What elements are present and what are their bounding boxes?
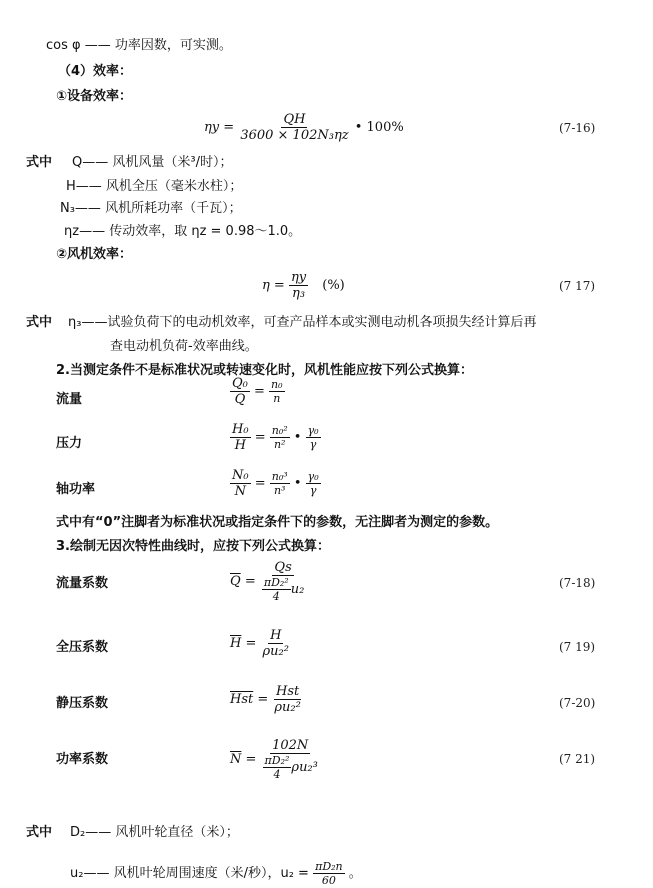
eq17-tail: (%) xyxy=(322,278,345,293)
equation-7-19: $\overline{H}$ = $\frac{H}{\text{ρu₂²}}$ xyxy=(230,628,289,659)
eq19-numerator: H xyxy=(270,628,282,643)
press-frac-2 xyxy=(270,424,290,451)
eq16-denominator: 3600 × 102N₃ηz xyxy=(240,128,349,143)
cos-phi-definition: cos φ —— 功率因数，可实测。 xyxy=(46,38,232,53)
eq16-number: (7-16) xyxy=(559,121,596,135)
eq20-denominator: ρu₂² xyxy=(274,700,301,715)
shaft-den-2: n³ xyxy=(273,484,286,497)
equation-7-20: $\overline{Hst}$ = $\frac{\text{Hst}}{\text{ρu₂²}}$ xyxy=(230,684,301,715)
eq18-lhs: $\overline{Q}$ xyxy=(230,574,241,589)
press-den-1: H xyxy=(234,438,246,453)
eq17-numerator: ηy xyxy=(290,270,307,285)
press-num-1: H₀ xyxy=(232,422,249,437)
flow-den-2: n xyxy=(273,392,281,405)
eq17-denominator: η₃ xyxy=(292,286,306,301)
press-frac-1 xyxy=(230,422,251,453)
flow-coef-label: 流量系数 xyxy=(56,576,109,591)
eq21-lhs: $\overline{N}$ xyxy=(230,752,242,767)
u2-tail: 。 xyxy=(348,866,362,881)
shaft-den-3: γ xyxy=(309,484,317,497)
press-num-2: n₀² xyxy=(271,424,288,437)
eq18-fraction xyxy=(260,560,306,603)
eta-z-definition: ηz—— 传动效率，取 ηz = 0.98～1.0。 xyxy=(64,224,302,239)
shaft-num-1: N₀ xyxy=(232,468,249,483)
eq21-numerator: 102N xyxy=(272,738,309,753)
flow-label: 流量 xyxy=(56,392,83,407)
eq19-lhs: $\overline{H}$ xyxy=(230,636,242,651)
shaft-frac-1 xyxy=(230,468,251,499)
press-den-2: n² xyxy=(273,438,286,451)
u2-definition xyxy=(70,860,362,887)
flow-conversion-equation: $\frac{\text{Q₀}}{Q}$ = $\frac{\text{n₀}}{n}$ xyxy=(232,376,283,407)
flow-den-1: Q xyxy=(234,392,246,407)
u2-fraction xyxy=(313,860,345,887)
pressure-conversion-equation: $\frac{\text{H₀}}{H}$ = $\frac{\text{n₀²}}{\text{n²}}$ • $\frac{\text{γ₀}}{\gamma}$ xyxy=(232,422,319,453)
eq20-lhs: $\overline{Hst}$ xyxy=(230,692,254,707)
eq20-fraction xyxy=(272,684,302,715)
where-label-1: 式中 xyxy=(26,155,53,170)
eq17-fraction xyxy=(289,270,308,301)
para-2-note: 式中有“0”注脚者为标准状况或指定条件下的参数，无注脚者为测定的参数。 xyxy=(56,515,499,530)
d2-definition: D₂—— 风机叶轮直径（米）； xyxy=(70,825,239,840)
na-definition: N₃—— 风机所耗功率（千瓦）； xyxy=(60,201,242,216)
eq16-fraction xyxy=(238,112,350,143)
eq18-number: (7-18) xyxy=(559,576,596,590)
eq20-number: (7-20) xyxy=(559,696,596,710)
eta-a-definition-line2: 查电动机负荷-效率曲线。 xyxy=(110,339,258,354)
pressure-label: 压力 xyxy=(56,436,83,451)
eq19-fraction xyxy=(261,628,291,659)
eq17-number: (7 17) xyxy=(559,279,596,293)
press-den-3: γ xyxy=(309,438,317,451)
u2-denominator: 60 xyxy=(321,874,336,887)
where-label-3: 式中 xyxy=(26,825,53,840)
eta-a-definition-line1: η₃——试验负荷下的电动机效率，可查产品样本或实测电动机各项损失经计算后再 xyxy=(68,315,537,330)
fan-efficiency-heading: ②风机效率： xyxy=(56,247,133,262)
eq16-tail: • 100% xyxy=(354,120,404,135)
eq16-lhs: ηy = xyxy=(204,120,235,135)
shaft-conversion-equation: $\frac{\text{N₀}}{N}$ = $\frac{\text{n₀³}}{\text{n³}}$ • $\frac{\text{γ₀}}{\gamma}$ xyxy=(232,468,319,499)
eq21-inner-den: 4 xyxy=(273,768,281,781)
flow-frac-2 xyxy=(269,378,285,405)
flow-num-2: n₀ xyxy=(271,378,283,391)
u2-definition-text: u₂—— 风机叶轮周围速度（米/秒），u₂ = xyxy=(70,866,309,881)
equation-7-16 xyxy=(204,112,404,143)
eq21-inner-num: πD₂² xyxy=(264,754,290,767)
power-coef-label: 功率系数 xyxy=(56,752,109,767)
press-num-3: γ₀ xyxy=(307,424,319,437)
flow-num-1: Q₀ xyxy=(232,376,248,391)
static-pressure-coef-label: 静压系数 xyxy=(56,696,109,711)
para-2: 2.当测定条件不是标准状况或转速变化时，风机性能应按下列公式换算： xyxy=(56,363,473,378)
u2-numerator: πD₂n xyxy=(315,860,343,873)
shaft-frac-2 xyxy=(270,470,290,497)
eq16-numerator: QH xyxy=(283,112,306,127)
equation-7-21: $\overline{N}$ = 102N $\frac{\text{πD₂²}}{4}$ ρu₂³ xyxy=(230,738,318,781)
para-3: 3.绘制无因次特性曲线时，应按下列公式换算： xyxy=(56,539,330,554)
eq20-numerator: Hst xyxy=(276,684,300,699)
equation-7-18: $\overline{Q}$ = Qs $\frac{\text{πD₂²}}{4}$ u₂ xyxy=(230,560,305,603)
eq18-inner-tail: u₂ xyxy=(290,582,305,597)
eq18-numerator: Qs xyxy=(274,560,292,575)
press-frac-3 xyxy=(306,424,321,451)
shaft-den-1: N xyxy=(234,484,246,499)
eq21-inner-fraction xyxy=(263,754,292,781)
eq19-denominator: ρu₂² xyxy=(262,644,289,659)
equation-7-17 xyxy=(262,270,345,301)
eq21-inner-tail: ρu₂³ xyxy=(291,760,318,775)
shaft-power-label: 轴功率 xyxy=(56,482,96,497)
eq18-inner-den: 4 xyxy=(272,590,280,603)
q-definition: Q—— 风机风量（米³/时）； xyxy=(72,155,233,170)
efficiency-heading: （4）效率： xyxy=(58,64,133,79)
shaft-num-3: γ₀ xyxy=(307,470,319,483)
eq17-lhs: η = xyxy=(262,278,285,293)
eq21-fraction xyxy=(261,738,320,781)
h-definition: H—— 风机全压（毫米水柱）； xyxy=(66,179,243,194)
eq19-number: (7 19) xyxy=(559,640,596,654)
eq18-denominator xyxy=(260,576,306,603)
eq18-inner-num: πD₂² xyxy=(263,576,289,589)
eq21-denominator xyxy=(261,754,320,781)
shaft-num-2: n₀³ xyxy=(271,470,288,483)
total-pressure-coef-label: 全压系数 xyxy=(56,640,109,655)
shaft-frac-3 xyxy=(306,470,321,497)
device-efficiency-heading: ①设备效率： xyxy=(56,89,133,104)
eq18-inner-fraction xyxy=(262,576,291,603)
where-label-2: 式中 xyxy=(26,315,53,330)
flow-frac-1 xyxy=(230,376,250,407)
eq21-number: (7 21) xyxy=(559,752,596,766)
